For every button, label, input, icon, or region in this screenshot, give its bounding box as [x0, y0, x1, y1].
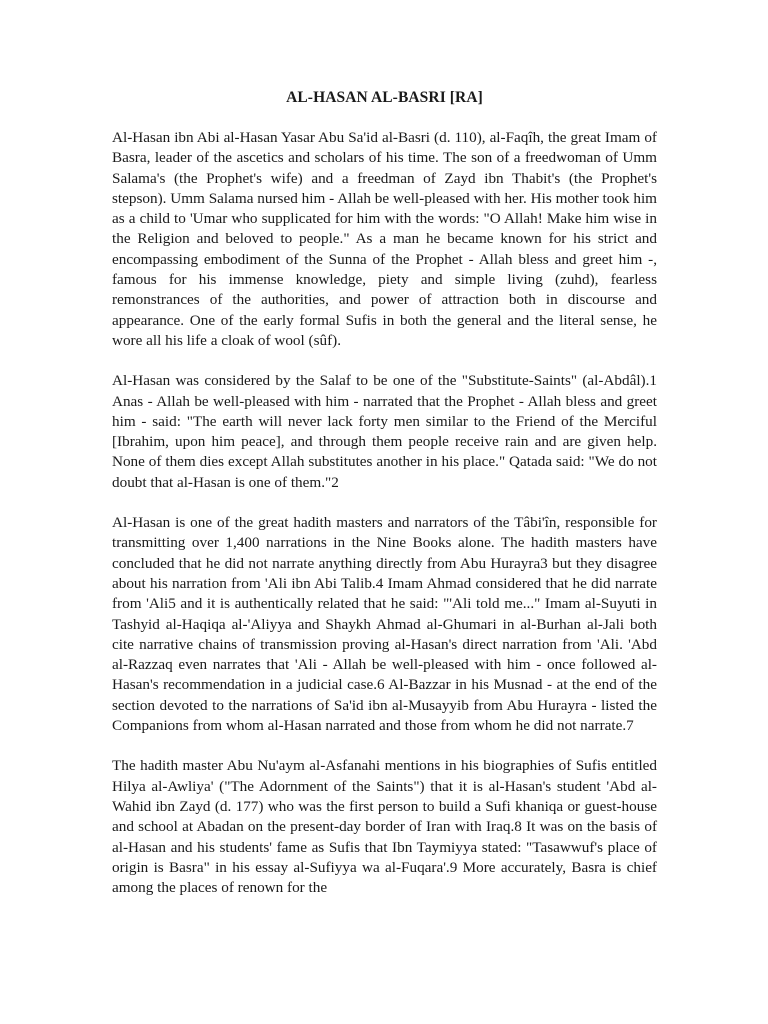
paragraph-2: Al-Hasan was considered by the Salaf to be one of the "Substitute-Saints" (al-Abdâl).1 Anas - Allah be well-pleased with him - narrated that the Prophet - Allah bless and greet him - said: "The earth will never lack forty men similar to the Friend of the Merciful [Ibrahim, upon him peace], and through them people receive rain and are given help. None of them dies except Allah substitutes another in his place." Qatada said: "We do not doubt that al-Hasan is one of them."2	[112, 372, 657, 491]
paragraph-3: Al-Hasan is one of the great hadith masters and narrators of the Tâbi'în, responsible for transmitting over 1,400 narrations in the Nine Books alone. The hadith masters have concluded that he did not narrate anything directly from Abu Hurayra3 but they disagree about his narration from 'Ali ibn Abi Talib.4 Imam Ahmad considered that he did narrate from 'Ali5 and it is authentically related that he said: "'Ali told me..." Imam al-Suyuti in Tashyid al-Haqiqa al-'Aliyya and Shaykh Ahmad al-Ghumari in al-Burhan al-Jali both cite narrative chains of transmission proving al-Hasan's direct narration from 'Ali. 'Abd al-Razzaq even narrates that 'Ali - Allah be well-pleased with him - once followed al-Hasan's recommendation in a judicial case.6 Al-Bazzar in his Musnad - at the end of the section devoted to the narrations of Sa'id ibn al-Musayyib from Abu Hurayra - listed the Companions from whom al-Hasan narrated and those from whom he did not narrate.7	[112, 514, 657, 735]
paragraph-1: Al-Hasan ibn Abi al-Hasan Yasar Abu Sa'id al-Basri (d. 110), al-Faqîh, the great Imam of Basra, leader of the ascetics and scholars of his time. The son of a freedwoman of Umm Salama's (the Prophet's wife) and a freedman of Zayd ibn Thabit's (the Prophet's stepson). Umm Salama nursed him - Allah be well-pleased with her. His mother took him as a child to 'Umar who supplicated for him with the words: "O Allah! Make him wise in the Religion and beloved to people." As a man he became known for his strict and encompassing embodiment of the Sunna of the Prophet - Allah bless and greet him -, famous for his immense knowledge, piety and simple living (zuhd), fearless remonstrances of the authorities, and power of attraction both in discourse and appearance. One of the early formal Sufis in both the general and the literal sense, he wore all his life a cloak of wool (sûf).	[112, 129, 657, 349]
document-page	[112, 88, 657, 918]
document-title: AL-HASAN AL-BASRI [RA]	[286, 89, 483, 106]
paragraph-4: The hadith master Abu Nu'aym al-Asfanahi mentions in his biographies of Sufis entitled Hilya al-Awliya' ("The Adornment of the Saints") that it is al-Hasan's student 'Abd al-Wahid ibn Zayd (d. 177) who was the first person to build a Sufi khaniqa or guest-house and school at Abadan on the present-day border of Iran with Iraq.8 It was on the basis of al-Hasan and his students' fame as Sufis that Ibn Taymiyya stated: "Tasawwuf's place of origin is Basra" in his essay al-Sufiyya wa al-Fuqara'.9 More accurately, Basra is chief among the places of renown for the	[112, 757, 657, 897]
